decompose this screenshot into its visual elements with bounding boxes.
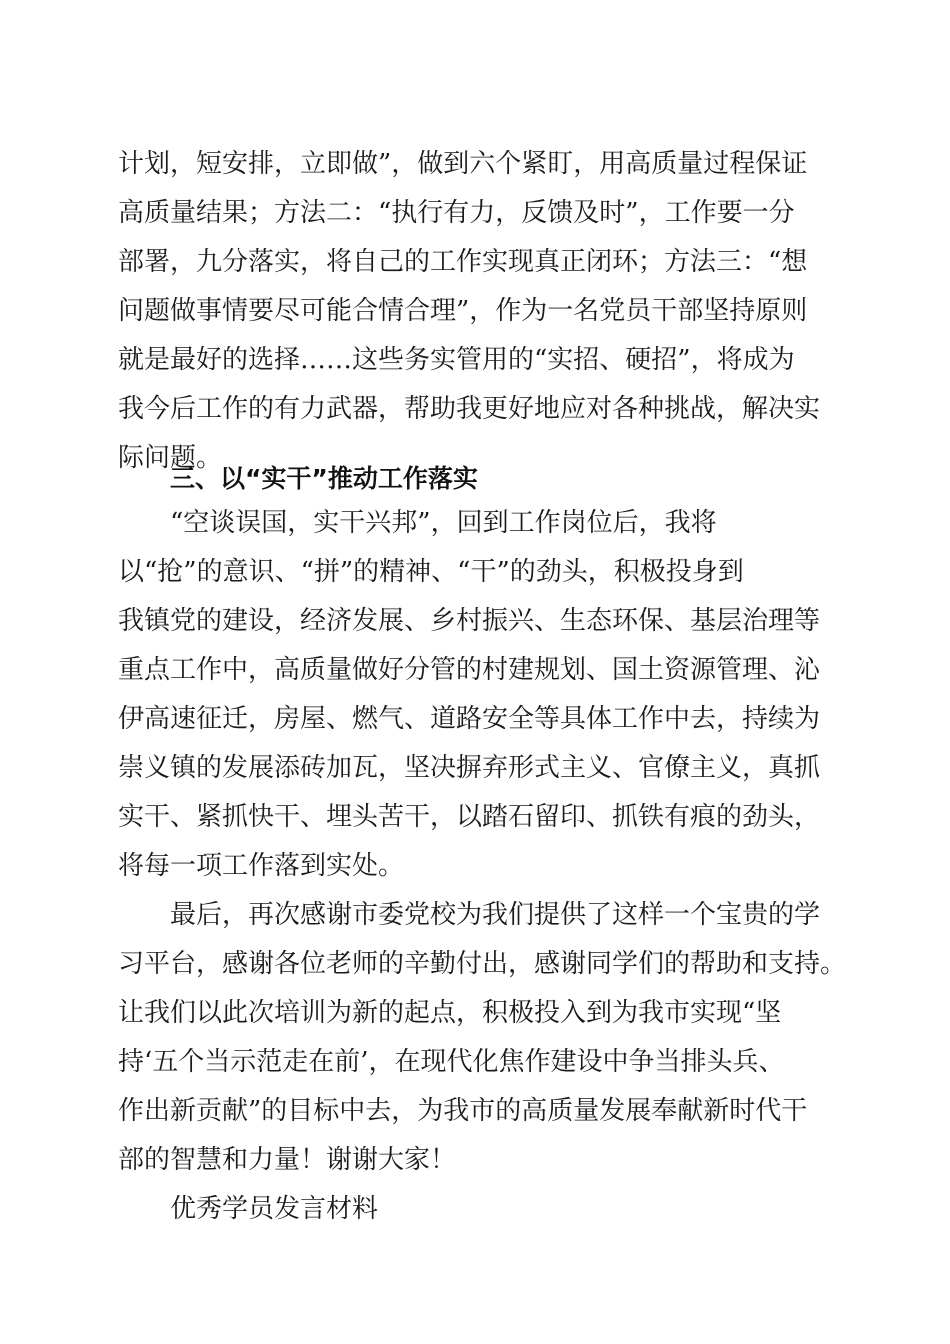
paragraph-line: 就是最好的选择……这些务实管用的“实招、硬招”，将成为 (118, 345, 795, 375)
paragraph-line: 伊高速征迁，房屋、燃气、道路安全等具体工作中去，持续为 (118, 704, 821, 734)
paragraph-line: 让我们以此次培训为新的起点，积极投入到为我市实现“坚 (118, 998, 782, 1028)
paragraph-line: 持‘五个当示范走在前’，在现代化焦作建设中争当排头兵、 (118, 1047, 785, 1077)
paragraph-line: 将每一项工作落到实处。 (118, 851, 405, 881)
footer-label: 优秀学员发言材料 (170, 1194, 379, 1224)
paragraph-line: 最后，再次感谢市委党校为我们提供了这样一个宝贵的学 (170, 900, 821, 930)
paragraph-line: 以“抢”的意识、“拼”的精神、“干”的劲头，积极投身到 (118, 557, 744, 587)
paragraph-line: 部署，九分落实，将自己的工作实现真正闭环；方法三：“想 (118, 247, 808, 277)
paragraph-line: 崇义镇的发展添砖加瓦，坚决摒弃形式主义、官僚主义，真抓 (118, 753, 821, 783)
paragraph-line: 重点工作中，高质量做好分管的村建规划、国土资源管理、沁 (118, 655, 821, 685)
paragraph-line: 习平台，感谢各位老师的辛勤付出，感谢同学们的帮助和支持。 (118, 949, 847, 979)
paragraph-line: 部的智慧和力量！谢谢大家！ (118, 1145, 457, 1175)
paragraph-line: 高质量结果；方法二：“执行有力，反馈及时”，工作要一分 (118, 198, 795, 228)
paragraph-line: 我今后工作的有力武器，帮助我更好地应对各种挑战，解决实 (118, 394, 821, 424)
paragraph-line: 际问题。 (118, 443, 223, 473)
paragraph-line: 问题做事情要尽可能合情合理”，作为一名党员干部坚持原则 (118, 296, 808, 326)
paragraph-line: 实干、紧抓快干、埋头苦干，以踏石留印、抓铁有痕的劲头， (118, 802, 821, 832)
paragraph-line: 计划，短安排，立即做”，做到六个紧盯，用高质量过程保证 (118, 149, 808, 179)
section-heading: 三、以“实干”推动工作落实 (170, 464, 478, 493)
paragraph-line: 我镇党的建设，经济发展、乡村振兴、生态环保、基层治理等 (118, 606, 821, 636)
paragraph-line: “空谈误国，实干兴邦”，回到工作岗位后，我将 (170, 508, 717, 538)
paragraph-line: 作出新贡献”的目标中去，为我市的高质量发展奉献新时代干 (118, 1096, 808, 1126)
